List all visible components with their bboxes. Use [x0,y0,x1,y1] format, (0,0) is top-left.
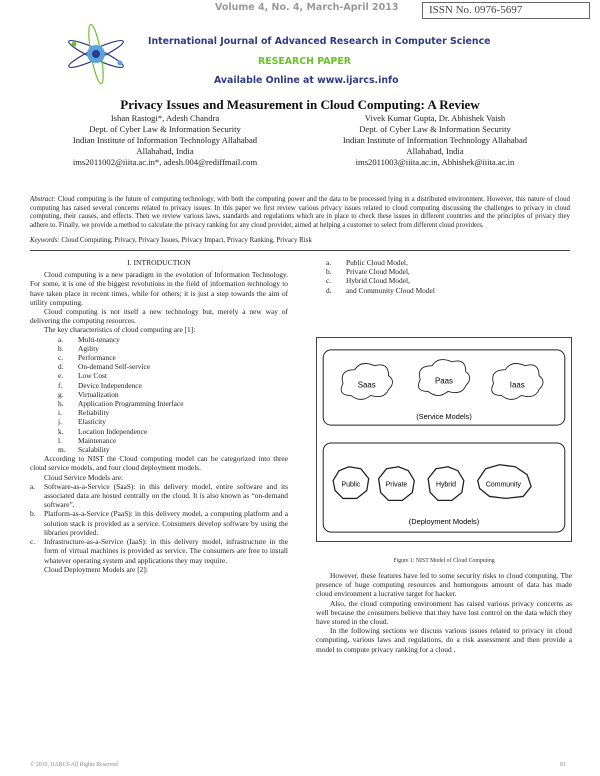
list-marker: e. [58,371,64,381]
author-email: ims2011002@iiita.ac.in*, adesh.004@rediffmail.com [72,157,258,167]
intro-paragraph-3: The key characteristics of cloud computing are [1]: [44,325,196,335]
list-text: Hybrid Cloud Model, [346,276,410,286]
deployment-model-item [326,258,572,267]
right-paragraph-3: In the following sections we discuss various issues related to privacy in cloud computing, various laws and regulations, do a risk assessment and then provide a model to compute privacy ranking for a cloud . [316,626,572,654]
footer-copyright: © 2010, IJARCS All Rights Reserved [30,762,118,768]
author-names: Ishan Rastogi*, Adesh Chandra [110,113,220,123]
right-paragraph-1: However, these features have led to some security risks to cloud computing. The presence of huge computing resources and humongous amount of data has made cloud environment a lucrative target for hacker. [316,571,572,599]
saas-label: Saas [357,380,376,390]
author-email: ims2011003@iiita.ac.in, Abhishek@iiita.ac.in [355,157,515,167]
characteristic-item [58,381,288,390]
right-paragraph-2: Also, the cloud computing environment has raised various privacy concerns as well because the consumers believe that they have lost control on the data which they have stored in the cloud. [316,598,572,627]
list-marker: a. [30,481,36,491]
volume-info: Volume 4, No. 4, March-April 2013 [215,2,399,13]
public-cloud [333,467,369,499]
list-text: Device Independence [78,380,142,390]
list-marker: d. [326,285,332,295]
list-text: Agility [78,343,99,353]
deployment-models-list [316,258,572,295]
list-marker: m. [58,445,66,455]
authors-left [40,113,290,168]
list-text: Low Cost [78,371,107,381]
paper-title: Privacy Issues and Measurement in Cloud Computing: A Review [120,97,480,112]
list-marker: c. [30,537,36,547]
characteristic-item [58,390,288,399]
characteristic-item [58,344,288,353]
authors-right [310,113,560,168]
service-model-item [30,537,288,565]
list-text: Performance [78,353,116,363]
right-column-top [316,258,572,295]
list-marker: b. [326,267,332,277]
list-text: Software-as-a-Service (SaaS): in this delivery model, entire software and its associated data are hosted centrally on the cloud. It is also known as “on-demand software”. [44,481,288,510]
private-cloud [379,467,415,501]
hybrid-cloud [428,467,464,501]
author-dept: Dept. of Cyber Law & Information Security [89,124,241,134]
characteristic-item [58,399,288,408]
hybrid-label: Hybrid [435,481,456,489]
left-column [30,258,288,574]
abstract-label: Abstract: [30,196,56,203]
author-place: Allahabad, India [406,146,464,156]
intro-paragraph-1: Cloud computing is a new paradigm in the evolution of Information Technology. For some, it is one of the biggest revolutions in the field of information technology to have taken place in recent times, while for others; it is just a step towards the aim of utility computing. [30,270,288,307]
author-names: Vivek Kumar Gupta, Dr. Abhishek Vaish [364,113,506,123]
community-label: Community [485,481,521,489]
deployment-model-item [326,276,572,285]
list-text: and Community Cloud Model [346,285,435,295]
author-institute: Indian Institute of Information Technology Allahabad [342,135,528,145]
characteristic-item [58,362,288,371]
service-model-item [30,482,288,510]
list-text: Scalability [78,445,110,455]
list-marker: f. [58,380,63,390]
keywords-text: Cloud Computing, Privacy, Privacy Issues, Privacy Impact, Privacy Ranking, Privacy Risk [61,237,312,244]
characteristics-list [30,335,288,455]
list-text: Public Cloud Model, [346,258,408,267]
iaas-cloud [492,363,543,399]
paas-label: Paas [434,376,454,386]
list-text: Virtualization [78,389,119,399]
available-online: Available Online at www.ijarcs.info [214,75,399,86]
list-marker: j. [58,417,62,427]
keywords [30,237,570,246]
intro-paragraph-4: According to NIST the Cloud computing model can be categorized into three cloud service models, and four cloud deployment models. [30,454,288,473]
service-models-group [323,350,565,425]
list-marker: h. [58,399,64,409]
page-number: 81 [560,762,566,768]
author-institute: Indian Institute of Information Technology Allahabad [72,135,258,145]
list-marker: a. [326,258,332,267]
figure-caption: Figure 1: NIST Model of Cloud Computing [393,558,495,564]
intro-paragraph-5: Cloud Service Models are: [44,472,124,482]
list-marker: k. [58,426,64,436]
characteristic-item [58,371,288,380]
characteristic-item [58,417,288,426]
list-marker: b. [58,343,64,353]
list-text: On-demand Self-service [78,362,151,372]
public-label: Public [341,481,361,489]
characteristic-item [58,408,288,417]
list-text: Platform-as-a-Service (PaaS): in this delivery model, a computing platform and a solution stack is provided as a service. Consumers develop software by using the libraries provided. [44,509,288,537]
list-text: Reliability [78,408,110,418]
issn-box: ISSN No. 0976-5697 [422,2,590,19]
saas-cloud [341,363,392,399]
list-marker: b. [30,509,36,519]
service-model-item [30,509,288,537]
abstract [30,196,570,230]
intro-paragraph-6: Cloud Deployment Models are [2]: [44,564,148,574]
list-text: Multi-tenancy [78,334,120,344]
list-text: Private Cloud Model, [346,267,410,277]
characteristic-item [58,445,288,454]
service-models-list [30,482,288,565]
paas-cloud [418,360,469,396]
deployment-model-item [326,286,572,295]
deployment-models-group [323,443,565,532]
list-marker: c. [58,353,64,363]
private-label: Private [385,481,408,489]
abstract-text: Cloud computing is the future of computing technology, with both the computing power and the data to be processed lying in a distributed environment. However, this nature of cloud computing has raised several concerns related to privacy issues. In this paper we first review various privacy issues related to cloud computing discussing the challenges to privacy in cloud computing, their causes, and effects. Then we review various laws, standards and regulations which are in place to check these issues in different countries and the principles of privacy they adhere to. Finally, we provide a method to calculate the privacy ranking for any cloud provider, aimed at helping a customer to select from different cloud providers. [30,196,570,229]
list-marker: a. [58,334,64,344]
right-column-bottom [316,571,572,654]
characteristic-item [58,353,288,362]
list-text: Infrastructure-as-a-Service (IaaS): in this delivery model, infrastructure in the form of virtual machines is provided as service. The consumers are free to install whatever operating system and applications they may require. [44,537,288,565]
characteristic-item [58,436,288,445]
paper-type: RESEARCH PAPER [258,56,352,67]
journal-logo [62,24,130,84]
deployment-model-item [326,267,572,276]
list-text: Application Programming Interface [78,399,184,409]
intro-paragraph-2: Cloud computing is not itself a new technology but, merely a new way of delivering the computing resources. [30,307,288,326]
characteristic-item [58,335,288,344]
divider [30,250,570,251]
list-text: Maintenance [78,435,117,445]
journal-name: International Journal of Advanced Research in Computer Science [148,36,491,47]
list-text: Elasticity [78,417,106,427]
list-marker: c. [326,276,332,286]
deployment-models-label: (Deployment Models) [408,517,480,527]
list-marker: g. [58,389,64,399]
author-place: Allahabad, India [136,146,194,156]
list-marker: l. [58,435,62,445]
characteristic-item [58,427,288,436]
service-models-label: (Service Models) [416,412,472,422]
author-dept: Dept. of Cyber Law & Information Security [359,124,511,134]
list-marker: i. [58,408,62,418]
nist-model-figure [316,337,572,542]
section-heading: I. INTRODUCTION [127,258,191,267]
keywords-label: Keywords: [30,237,60,244]
iaas-label: Iaas [509,380,525,390]
community-cloud [478,465,531,499]
list-text: Location Independence [78,426,148,436]
list-marker: d. [58,362,64,372]
